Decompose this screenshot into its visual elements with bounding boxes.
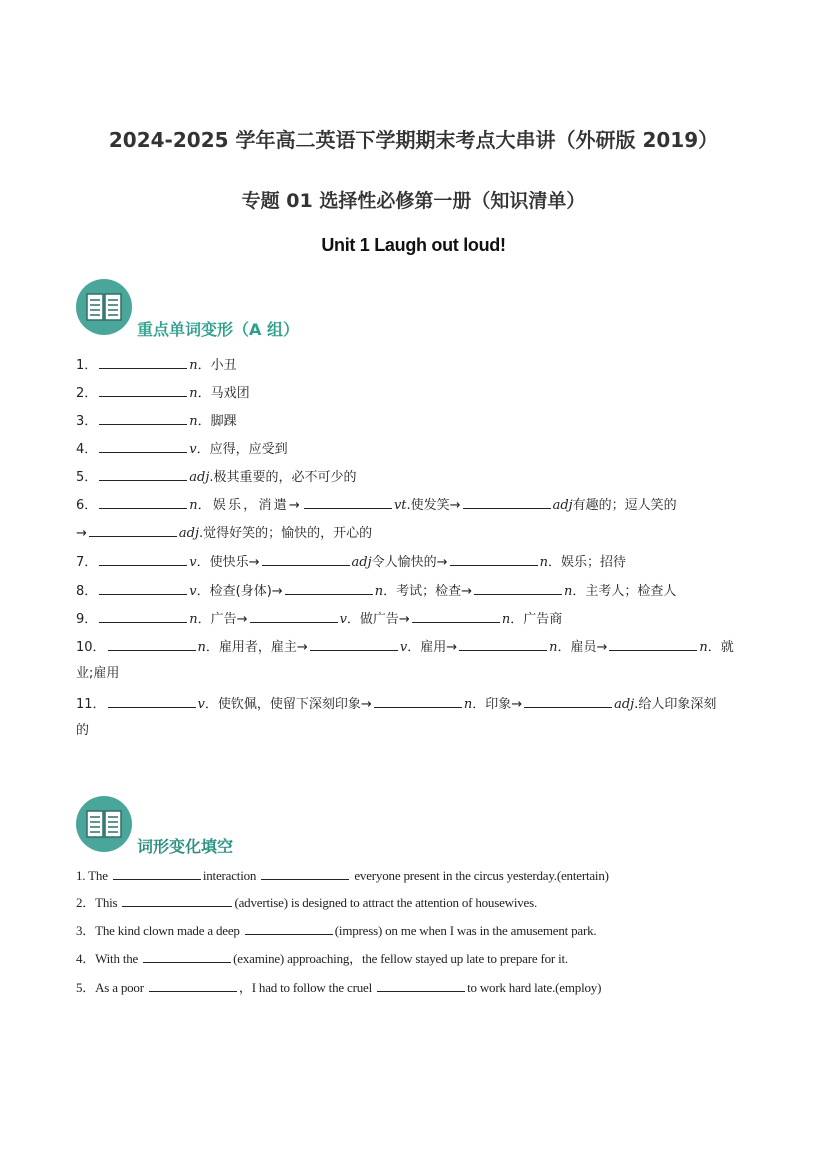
answer-blank[interactable] [99,609,187,623]
answer-blank[interactable] [524,694,612,708]
answer-blank[interactable] [99,411,187,425]
answer-blank[interactable] [374,694,462,708]
vocab-item-9: 9． n．广告→ v．做广告→ n．广告商 [76,609,756,629]
answer-blank[interactable] [250,609,338,623]
exercise-1: 1. The interaction everyone present in the circus yesterday.(entertain) [76,868,609,883]
vocab-item-1: 1． n．小丑 [76,355,756,375]
answer-blank[interactable] [474,581,562,595]
document-title: 2024-2025 学年高二英语下学期期末考点大串讲（外研版 2019） [108,128,719,152]
exercise-3: 3．The kind clown made a deep (impress) on me when I was in the amusement park. [76,923,597,938]
vocab-item-6: 6． n．娱乐，消遣→ vt.使发笑→ adj有趣的；逗人笑的 [76,495,756,515]
section-header-vocab [76,279,376,343]
answer-blank[interactable] [149,978,237,992]
section-header-word-forms [76,796,376,860]
answer-blank[interactable] [99,439,187,453]
answer-blank[interactable] [285,581,373,595]
vocab-item-10: 10． n．雇用者，雇主→ v．雇用→ n．雇员→ n．就 [76,637,756,657]
answer-blank[interactable] [108,637,196,651]
section-title: 词形变化填空 [137,837,234,856]
answer-blank[interactable] [261,866,349,880]
topic-subtitle: 专题 01 选择性必修第一册（知识清单） [241,190,586,212]
answer-blank[interactable] [89,523,177,537]
answer-blank[interactable] [463,495,551,509]
vocab-item-6-continued: → adj.觉得好笑的；愉快的，开心的 [76,523,756,543]
vocab-item-4: 4． v．应得，应受到 [76,439,756,459]
answer-blank[interactable] [122,893,232,907]
answer-blank[interactable] [99,552,187,566]
answer-blank[interactable] [450,552,538,566]
vocab-item-8: 8． v．检查(身体)→ n．考试；检查→ n．主考人；检查人 [76,581,756,601]
answer-blank[interactable] [245,921,333,935]
answer-blank[interactable] [99,467,187,481]
answer-blank[interactable] [99,495,187,509]
answer-blank[interactable] [459,637,547,651]
vocab-item-11-continued: 的 [76,723,90,738]
vocab-item-10-continued: 业;雇用 [76,666,120,681]
book-icon [76,279,132,335]
exercise-5: 5．As a poor ，I had to follow the cruel to work hard late.(employ) [76,980,602,995]
vocab-item-5: 5． adj.极其重要的，必不可少的 [76,467,756,487]
exercise-2: 2．This (advertise) is designed to attract the attention of housewives. [76,895,538,910]
answer-blank[interactable] [377,978,465,992]
answer-blank[interactable] [143,949,231,963]
answer-blank[interactable] [113,866,201,880]
answer-blank[interactable] [99,383,187,397]
answer-blank[interactable] [99,355,187,369]
vocab-item-7: 7． v．使快乐→ adj令人愉快的→ n．娱乐；招待 [76,552,756,572]
exercise-4: 4．With the (examine) approaching，the fellow stayed up late to prepare for it. [76,951,568,966]
answer-blank[interactable] [304,495,392,509]
answer-blank[interactable] [412,609,500,623]
section-title: 重点单词变形（A 组） [137,320,299,339]
unit-title: Unit 1 Laugh out loud! [321,235,506,255]
answer-blank[interactable] [108,694,196,708]
book-icon [76,796,132,852]
answer-blank[interactable] [262,552,350,566]
answer-blank[interactable] [310,637,398,651]
vocab-item-11: 11． v．使钦佩，使留下深刻印象→ n．印象→ adj.给人印象深刻 [76,694,756,714]
answer-blank[interactable] [99,581,187,595]
vocab-item-3: 3． n．脚踝 [76,411,756,431]
vocab-item-2: 2． n．马戏团 [76,383,756,403]
answer-blank[interactable] [609,637,697,651]
